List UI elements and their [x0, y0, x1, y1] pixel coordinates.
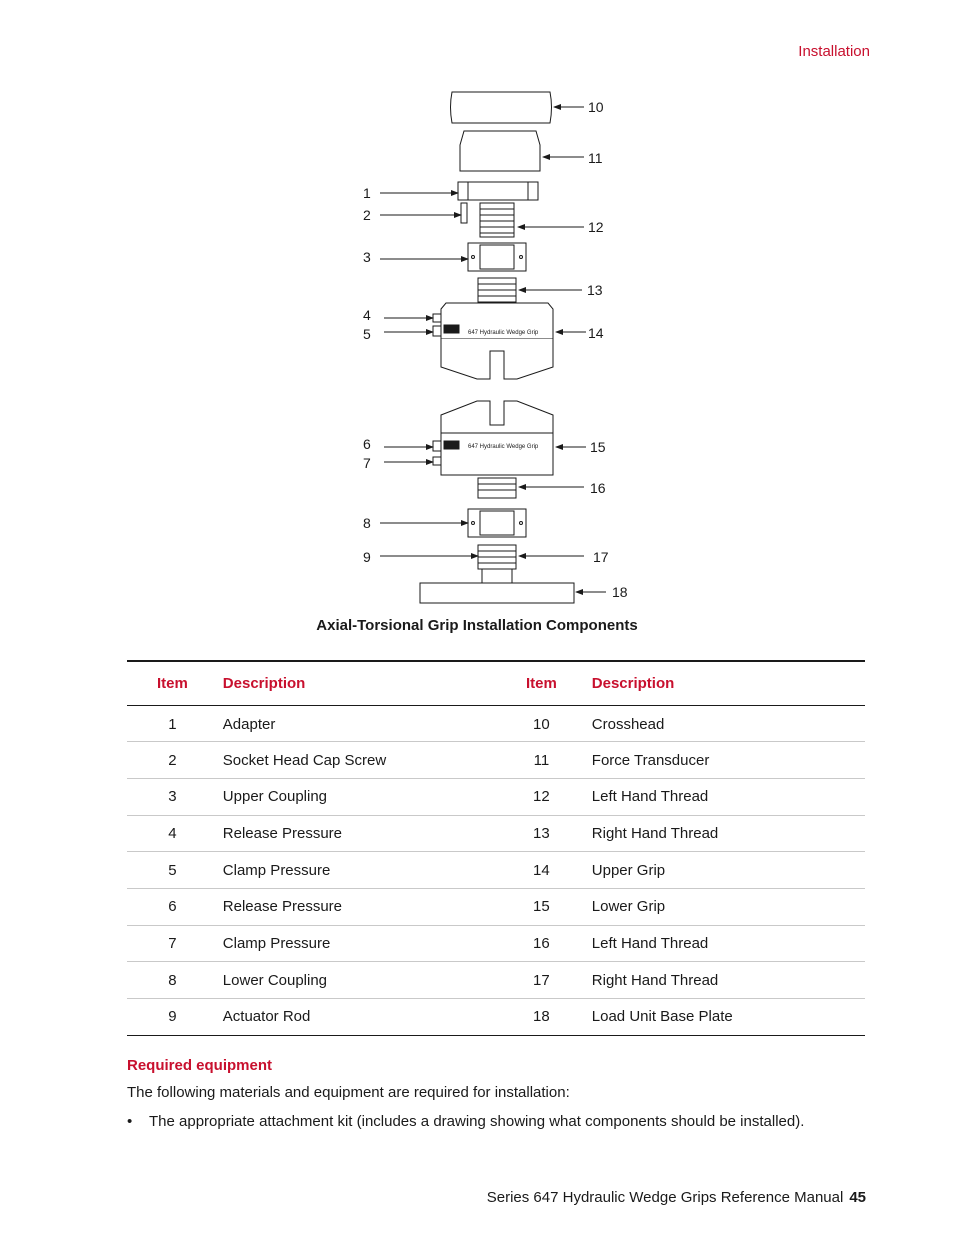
item-number: 18: [496, 999, 587, 1036]
callout-14: 14: [588, 325, 604, 341]
left-hand-thread-upper-part: [480, 203, 514, 237]
item-number: 7: [127, 925, 218, 962]
item-description: Clamp Pressure: [218, 925, 496, 962]
callout-4: 4: [363, 307, 371, 323]
load-unit-base-plate-part: [420, 583, 574, 603]
header-item-left: Item: [127, 661, 218, 705]
crosshead-part: [451, 92, 552, 123]
lower-grip-part: [441, 401, 553, 475]
item-description: Force Transducer: [587, 742, 865, 779]
callout-1: 1: [363, 185, 371, 201]
callout-11: 11: [588, 150, 603, 166]
item-number: 4: [127, 815, 218, 852]
page-footer: [487, 1189, 866, 1206]
item-description: Load Unit Base Plate: [587, 999, 865, 1036]
item-number: 9: [127, 999, 218, 1036]
callout-15: 15: [590, 439, 606, 455]
item-description: Lower Coupling: [218, 962, 496, 999]
exploded-view-drawing: [340, 85, 640, 610]
callout-18: 18: [612, 584, 628, 600]
callout-3: 3: [363, 249, 371, 265]
item-description: Right Hand Thread: [587, 962, 865, 999]
item-description: Lower Grip: [587, 888, 865, 925]
table-row: [127, 999, 865, 1036]
table-row: [127, 888, 865, 925]
item-description: Left Hand Thread: [587, 778, 865, 815]
socket-head-cap-screw-part: [461, 203, 467, 223]
bullet-icon: •: [127, 1113, 133, 1130]
table-row: [127, 962, 865, 999]
callout-17: 17: [593, 549, 609, 565]
footer-manual-title: Series 647 Hydraulic Wedge Grips Reference Manual: [486, 1189, 844, 1206]
item-number: 14: [496, 852, 587, 889]
item-number: 11: [496, 742, 587, 779]
table-row: [127, 852, 865, 889]
callout-16: 16: [590, 480, 606, 496]
callout-13: 13: [587, 282, 603, 298]
force-transducer-part: [460, 131, 540, 171]
table-row: [127, 705, 865, 742]
item-number: 13: [496, 815, 587, 852]
header-description-left: Description: [218, 661, 496, 705]
item-number: 12: [496, 778, 587, 815]
table-header-row: [127, 661, 865, 705]
page-number: 45: [849, 1189, 866, 1206]
item-description: Right Hand Thread: [587, 815, 865, 852]
table-row: [127, 778, 865, 815]
left-hand-thread-lower-part: [478, 478, 516, 498]
callout-12: 12: [588, 219, 604, 235]
item-description: Upper Coupling: [218, 778, 496, 815]
callout-6: 6: [363, 436, 371, 452]
item-description: Release Pressure: [218, 815, 496, 852]
parts-table: [127, 660, 865, 1036]
item-description: Actuator Rod: [218, 999, 496, 1036]
callout-5: 5: [363, 326, 371, 342]
adapter-part: [458, 182, 538, 200]
required-equipment-intro: The following materials and equipment are required for installation:: [127, 1084, 570, 1101]
item-number: 8: [127, 962, 218, 999]
header-item-right: Item: [496, 661, 587, 705]
callout-9: 9: [363, 549, 371, 565]
upper-grip-label: 647 Hydraulic Wedge Grip: [468, 330, 539, 336]
item-description: Release Pressure: [218, 888, 496, 925]
lower-grip-label: 647 Hydraulic Wedge Grip: [468, 444, 539, 450]
table-row: [127, 925, 865, 962]
table-row: [127, 742, 865, 779]
item-number: 5: [127, 852, 218, 889]
item-description: Crosshead: [587, 705, 865, 742]
callout-10: 10: [588, 99, 604, 115]
item-number: 2: [127, 742, 218, 779]
actuator-rod-part: [482, 569, 512, 583]
item-number: 16: [496, 925, 587, 962]
list-item: [127, 1113, 804, 1130]
figure-caption: Axial-Torsional Grip Installation Components: [316, 617, 638, 634]
grip-installation-diagram: [340, 85, 640, 610]
required-equipment-heading: Required equipment: [127, 1057, 273, 1074]
item-description: Socket Head Cap Screw: [218, 742, 496, 779]
item-description: Clamp Pressure: [218, 852, 496, 889]
item-number: 17: [496, 962, 587, 999]
callout-8: 8: [363, 515, 371, 531]
item-number: 10: [496, 705, 587, 742]
header-description-right: Description: [587, 661, 865, 705]
item-number: 3: [127, 778, 218, 815]
table-row: [127, 815, 865, 852]
running-header-section: Installation: [798, 43, 870, 60]
callout-7: 7: [363, 455, 371, 471]
bullet-text: The appropriate attachment kit (includes a drawing showing what components should be installed).: [149, 1113, 805, 1130]
item-description: Upper Grip: [587, 852, 865, 889]
item-number: 1: [127, 705, 218, 742]
item-number: 6: [127, 888, 218, 925]
item-description: Left Hand Thread: [587, 925, 865, 962]
callout-2: 2: [363, 207, 371, 223]
item-number: 15: [496, 888, 587, 925]
item-description: Adapter: [218, 705, 496, 742]
